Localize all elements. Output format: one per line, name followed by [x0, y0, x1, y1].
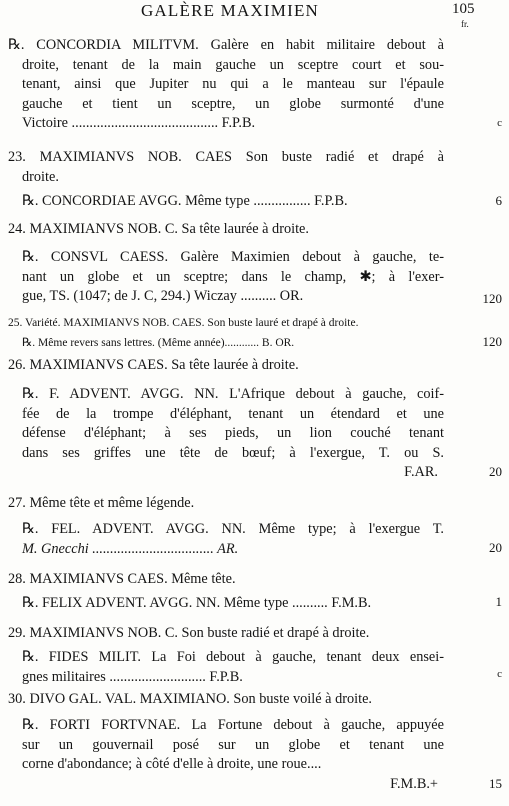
entry-line: nant un globe et un sceptre; dans le champ, ✱; à l'exer- [22, 268, 444, 285]
coin-entry-obverse [8, 494, 444, 514]
entry-line: 25. Variété. MAXIMIANVS NOB. CAES. Son buste lauré et drapé à droite. [8, 317, 359, 329]
rarity-value: 15 [489, 776, 502, 791]
entry-line: ℞. CONCORDIA MILITVM. Galère en habit militaire debout à [8, 37, 444, 53]
entry-line: gnes militaires ........................... F.P.B. [22, 668, 243, 685]
entry-line: ℞. Même revers sans lettres. (Même année)............ B. OR. [22, 337, 295, 349]
coin-entry-obverse [8, 314, 444, 334]
coin-entry-reverse [8, 248, 444, 307]
coin-entry-obverse [8, 220, 444, 240]
rarity-value: c [497, 117, 502, 129]
entry-line: F.AR. [404, 464, 438, 480]
entry-line: ℞. F. ADVENT. AVGG. NN. L'Afrique debout à gauche, coif- [22, 386, 444, 402]
entry-line: 29. MAXIMIANVS NOB. C. Son buste radié et drapé à droite. [8, 625, 370, 641]
coin-entry-reverse [8, 594, 444, 614]
entry-line: ℞. CONSVL CAESS. Galère Maximien debout à gauche, te- [22, 249, 444, 265]
entry-line: 26. MAXIMIANVS CAES. Sa tête laurée à droite. [8, 357, 299, 373]
rarity-value: 120 [482, 291, 502, 306]
entry-line: ℞. CONCORDIAE AVGG. Même type ................ F.P.B. [22, 193, 348, 209]
rarity-value: 6 [495, 193, 502, 208]
entry-line: 28. MAXIMIANVS CAES. Même tête. [8, 571, 236, 587]
page-header [0, 0, 509, 30]
entry-line: F.M.B.+ [390, 775, 438, 792]
rarity-value: 20 [489, 540, 502, 555]
coin-entry-reverse [8, 36, 444, 134]
entry-line: 24. MAXIMIANVS NOB. C. Sa tête laurée à droite. [8, 221, 309, 237]
entry-line: 23. MAXIMIANVS NOB. CAES Son buste radié et drapé à [8, 149, 444, 165]
entry-line: ℞. FEL. ADVENT. AVGG. NN. Même type; à l'exergue T. [22, 521, 444, 537]
entry-line: 30. DIVO GAL. VAL. MAXIMIANO. Son buste voilé à droite. [8, 691, 373, 707]
rarity-value: c [497, 668, 502, 680]
rarity-value: 1 [495, 594, 502, 609]
entry-line: droite, tenant de la main gauche un sceptre court et sou- [22, 56, 444, 73]
entry-line: M. Gnecchi .................................. AR. [22, 540, 239, 557]
coin-entry-obverse [8, 570, 444, 590]
coin-entry-reverse [8, 192, 444, 212]
coin-entry-reverse [8, 716, 444, 794]
entry-line: défense d'éléphant; à ses pieds, un lion couché tenant [22, 425, 444, 441]
coin-entry-obverse [8, 148, 444, 187]
coin-entry-reverse [8, 520, 444, 559]
entry-line: tenant, ainsi que Jupiter nu qui a le manteau sur l'épaule [22, 76, 444, 92]
entry-line: ℞. FELIX ADVENT. AVGG. NN. Même type .......... F.M.B. [22, 595, 372, 611]
entry-line: gue, TS. (1047; de J. C, 294.) Wiczay .......... OR. [22, 288, 304, 304]
coin-entry-obverse [8, 624, 444, 644]
coin-entry-reverse [8, 648, 444, 687]
entry-line: ℞. FORTI FORTVNAE. La Fortune debout à gauche, appuyée [22, 717, 444, 733]
entry-line: fée de la trompe d'éléphant, tenant un étendard et une [22, 405, 444, 422]
entry-line: gauche et tient un sceptre, un globe surmonté d'une [22, 95, 444, 112]
entry-line: Victoire ......................................... F.P.B. [22, 115, 256, 131]
entry-line: ℞. FIDES MILIT. La Foi debout à gauche, tenant deux ensei- [22, 649, 444, 665]
rarity-value: 120 [482, 334, 502, 349]
entry-line: corne d'abondance; à côté d'elle à droite, une roue.... [22, 756, 322, 772]
page-number: 105 [452, 1, 475, 17]
entry-line: 27. Même tête et même légende. [8, 495, 195, 511]
rarity-value: 20 [489, 464, 502, 479]
page-title: GALÈRE MAXIMIEN [140, 1, 320, 20]
coin-entry-obverse [8, 690, 444, 710]
coin-entry-obverse [8, 356, 444, 376]
entry-line: sur un gouvernail posé sur un globe et tenant une [22, 736, 444, 753]
currency-column-label: fr. [461, 19, 469, 29]
entry-line: dans ses griffes une tête de bœuf; à l'exergue, T. ou S. [22, 444, 444, 461]
coin-entry-reverse [8, 334, 444, 354]
coin-entry-reverse [8, 384, 444, 482]
entry-line: droite. [22, 168, 59, 185]
